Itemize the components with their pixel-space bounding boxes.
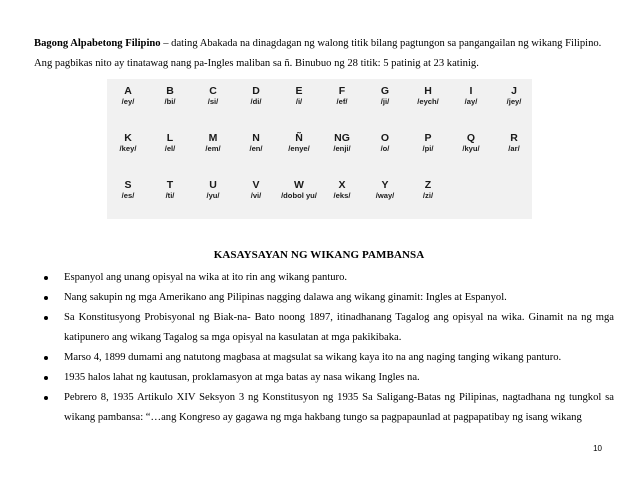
alphabet-pronunciation: /ti/ xyxy=(165,191,175,200)
alphabet-cell xyxy=(149,85,191,107)
alphabet-letter: O xyxy=(380,132,390,144)
alphabet-cell xyxy=(192,179,234,201)
alphabet-cell xyxy=(407,132,449,154)
alphabet-cell xyxy=(107,132,149,154)
intro-text-1: – dating Abakada na dinagdagan ng walong titik bilang pagtungon sa pangangailan ng wikang Filipino. xyxy=(160,38,602,49)
alphabet-pronunciation: /en/ xyxy=(249,144,263,153)
history-item xyxy=(34,288,614,308)
alphabet-cell xyxy=(450,132,492,154)
alphabet-chart xyxy=(107,79,532,219)
alphabet-letter: NG xyxy=(334,132,350,144)
alphabet-cell xyxy=(149,179,191,201)
alphabet-pronunciation: /di/ xyxy=(250,97,262,106)
alphabet-pronunciation: /dobol yu/ xyxy=(281,191,317,200)
alphabet-pronunciation: /el/ xyxy=(164,144,176,153)
intro-paragraph xyxy=(34,34,614,74)
alphabet-pronunciation: /ey/ xyxy=(121,97,135,106)
alphabet-cell xyxy=(278,85,320,107)
bullet-icon xyxy=(44,316,48,320)
alphabet-letter: P xyxy=(424,132,432,144)
alphabet-letter: Y xyxy=(381,179,389,191)
alphabet-cell xyxy=(192,85,234,107)
alphabet-cell xyxy=(407,179,449,201)
alphabet-cell xyxy=(450,85,492,107)
alphabet-pronunciation: /enye/ xyxy=(288,144,310,153)
bullet-icon xyxy=(44,276,48,280)
section-title: KASAYSAYAN NG WIKANG PAMBANSA xyxy=(213,249,425,261)
history-item xyxy=(34,348,614,368)
alphabet-letter: H xyxy=(424,85,432,97)
alphabet-letter: W xyxy=(294,179,304,191)
alphabet-pronunciation: /ji/ xyxy=(380,97,390,106)
alphabet-letter: Ñ xyxy=(295,132,303,144)
alphabet-letter: M xyxy=(208,132,218,144)
alphabet-pronunciation: /ar/ xyxy=(508,144,520,153)
alphabet-letter: I xyxy=(469,85,473,97)
history-item xyxy=(34,368,614,388)
alphabet-cell xyxy=(493,132,535,154)
history-item-text: Nang sakupin ng mga Amerikano ang Pilipinas nagging dalawa ang wikang ginamit: Ingles at Espanyol. xyxy=(64,292,507,303)
intro-text-2: Ang pagbikas nito ay tinatawag nang pa-Ingles maliban sa ñ. Binubuo ng 28 titik: 5 patinig at 23 katinig. xyxy=(34,58,479,69)
alphabet-cell xyxy=(107,179,149,201)
intro-term: Bagong Alpabetong Filipino xyxy=(34,38,161,49)
bullet-icon xyxy=(44,396,48,400)
alphabet-cell xyxy=(278,132,320,154)
alphabet-letter: E xyxy=(295,85,303,97)
alphabet-letter: S xyxy=(124,179,132,191)
alphabet-pronunciation: /i/ xyxy=(295,97,303,106)
alphabet-pronunciation: /kyu/ xyxy=(462,144,480,153)
history-item-text: 1935 halos lahat ng kautusan, proklamasyon at mga batas ay nasa wikang Ingles na. xyxy=(64,372,420,383)
alphabet-letter: V xyxy=(252,179,260,191)
history-item-text: Sa Konstitusyong Probisyonal ng Biak-na- Bato noong 1897, itinadhanang Tagalog ang opisyal na wika. Ginamit na ng mga katipunero ang wikang Tagalog sa mga opisyal na kasulatan at mga pakikibaka. xyxy=(64,312,614,343)
alphabet-letter: C xyxy=(209,85,217,97)
alphabet-letter: K xyxy=(124,132,132,144)
alphabet-letter: J xyxy=(511,85,517,97)
alphabet-letter: F xyxy=(338,85,346,97)
alphabet-pronunciation: /em/ xyxy=(205,144,221,153)
alphabet-pronunciation: /eks/ xyxy=(333,191,351,200)
alphabet-cell xyxy=(321,179,363,201)
history-item xyxy=(34,308,614,348)
alphabet-cell xyxy=(493,85,535,107)
alphabet-letter: Q xyxy=(466,132,476,144)
history-item xyxy=(34,268,614,288)
history-item-text: Marso 4, 1899 dumami ang natutong magbasa at magsulat sa wikang kaya ito na ang naging tanging wikang panturo. xyxy=(64,352,562,363)
alphabet-pronunciation: /jey/ xyxy=(506,97,522,106)
alphabet-pronunciation: /zi/ xyxy=(422,191,434,200)
alphabet-letter: R xyxy=(510,132,518,144)
alphabet-letter: L xyxy=(166,132,174,144)
alphabet-letter: X xyxy=(338,179,346,191)
page-number: 10 xyxy=(593,444,602,453)
alphabet-cell xyxy=(364,85,406,107)
alphabet-letter: T xyxy=(166,179,174,191)
alphabet-letter: D xyxy=(252,85,260,97)
alphabet-cell xyxy=(364,132,406,154)
alphabet-cell xyxy=(321,132,363,154)
alphabet-cell xyxy=(107,85,149,107)
history-item-text: Pebrero 8, 1935 Artikulo XIV Seksyon 3 ng Konstitusyon ng 1935 Sa Saligang-Batas ng Pilipinas, nagtadhana ng tungkol sa wikang pambansa: “…ang Kongreso ay gagawa ng mga hakbang tungo sa pagpapaunlad at pagpapatibay ng isang wikang xyxy=(64,392,614,423)
alphabet-pronunciation: /yu/ xyxy=(206,191,220,200)
alphabet-letter: G xyxy=(380,85,390,97)
alphabet-pronunciation: /ay/ xyxy=(464,97,478,106)
alphabet-pronunciation: /way/ xyxy=(375,191,395,200)
alphabet-pronunciation: /bi/ xyxy=(164,97,176,106)
alphabet-pronunciation: /ef/ xyxy=(336,97,348,106)
alphabet-cell xyxy=(278,179,320,201)
alphabet-pronunciation: /key/ xyxy=(119,144,137,153)
history-item xyxy=(34,388,614,428)
alphabet-pronunciation: /si/ xyxy=(207,97,219,106)
alphabet-cell xyxy=(321,85,363,107)
alphabet-pronunciation: /vi/ xyxy=(250,191,262,200)
alphabet-cell xyxy=(235,132,277,154)
alphabet-cell xyxy=(192,132,234,154)
alphabet-cell xyxy=(235,179,277,201)
alphabet-pronunciation: /eych/ xyxy=(417,97,439,106)
bullet-icon xyxy=(44,356,48,360)
alphabet-letter: A xyxy=(124,85,132,97)
alphabet-pronunciation: /es/ xyxy=(121,191,135,200)
bullet-icon xyxy=(44,296,48,300)
history-item-text: Espanyol ang unang opisyal na wika at ito rin ang wikang panturo. xyxy=(64,272,348,283)
alphabet-pronunciation: /pi/ xyxy=(422,144,434,153)
alphabet-letter: B xyxy=(166,85,174,97)
alphabet-cell xyxy=(235,85,277,107)
bullet-icon xyxy=(44,376,48,380)
alphabet-pronunciation: /o/ xyxy=(380,144,390,153)
history-list xyxy=(34,268,614,428)
alphabet-cell xyxy=(364,179,406,201)
alphabet-pronunciation: /enji/ xyxy=(333,144,351,153)
alphabet-cell xyxy=(407,85,449,107)
alphabet-cell xyxy=(149,132,191,154)
alphabet-letter: Z xyxy=(424,179,432,191)
alphabet-letter: U xyxy=(209,179,217,191)
alphabet-letter: N xyxy=(252,132,260,144)
